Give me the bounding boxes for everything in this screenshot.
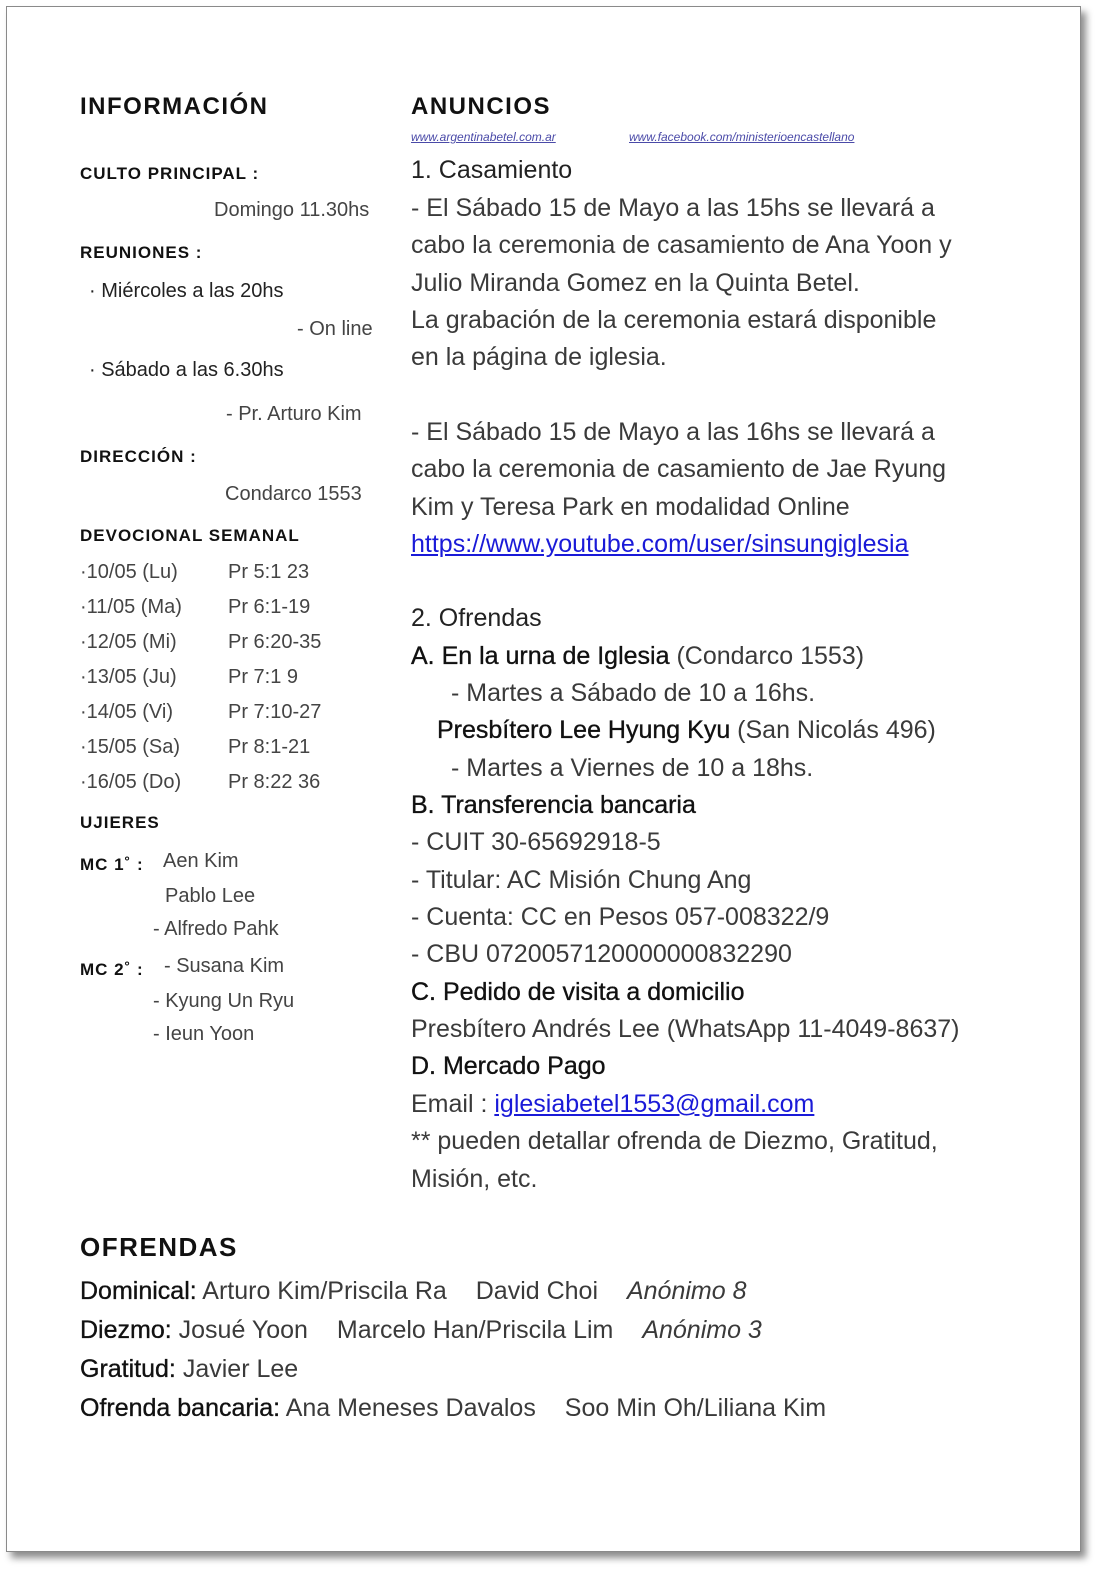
usher-name: Pablo Lee bbox=[165, 885, 256, 907]
reunion-sub: - Pr. Arturo Kim bbox=[226, 403, 362, 425]
email-link[interactable]: iglesiabetel1553@gmail.com bbox=[494, 1090, 815, 1118]
reuniones-label: REUNIONES : bbox=[80, 243, 203, 262]
reunion-sub: - On line bbox=[297, 318, 373, 340]
offering-a-hours: - Martes a Sábado de 10 a 16hs. bbox=[451, 679, 816, 707]
ofrenda-name: David Choi bbox=[475, 1277, 599, 1305]
devocional-day: ·10/05 (Lu) bbox=[80, 561, 178, 583]
ofrenda-row-dominical bbox=[80, 1277, 747, 1306]
note-line: Misión, etc. bbox=[411, 1165, 538, 1193]
youtube-link[interactable]: https://www.youtube.com/user/sinsungiglesia bbox=[411, 530, 909, 558]
devocional-day: ·12/05 (Mi) bbox=[80, 631, 177, 653]
ujieres-label: UJIERES bbox=[80, 813, 160, 832]
visit-contact: Presbítero Andrés Lee (WhatsApp 11-4049-8637) bbox=[411, 1015, 960, 1043]
culto-value: Domingo 11.30hs bbox=[214, 199, 370, 221]
offering-pres bbox=[437, 716, 936, 745]
offering-pres-hours: - Martes a Viernes de 10 a 18hs. bbox=[451, 754, 814, 782]
ofrenda-row-diezmo bbox=[80, 1316, 762, 1345]
bank-line: - Cuenta: CC en Pesos 057-008322/9 bbox=[411, 903, 830, 931]
announcement-line: - El Sábado 15 de Mayo a las 15hs se llevará a bbox=[411, 194, 935, 222]
reunion-item: · Miércoles a las 20hs bbox=[89, 280, 284, 302]
devocional-day: ·14/05 (Vi) bbox=[80, 701, 174, 723]
offering-b-label: B. Transferencia bancaria bbox=[411, 791, 696, 819]
info-title: INFORMACIÓN bbox=[80, 93, 269, 120]
reunion-item: · Sábado a las 6.30hs bbox=[89, 359, 284, 381]
ofrenda-row-bancaria bbox=[80, 1394, 826, 1423]
announcement-line: Julio Miranda Gomez en la Quinta Betel. bbox=[411, 269, 860, 297]
announcement-line: cabo la ceremonia de casamiento de Jae Ryung bbox=[411, 455, 947, 483]
announcement-line: cabo la ceremonia de casamiento de Ana Yoon y bbox=[411, 231, 952, 259]
website-link[interactable]: www.argentinabetel.com.ar bbox=[411, 130, 556, 144]
email-label: Email : bbox=[411, 1090, 495, 1118]
section-title: 2. Ofrendas bbox=[411, 604, 542, 632]
announcement-line: en la página de iglesia. bbox=[411, 343, 667, 371]
ofrenda-label: Diezmo: bbox=[80, 1316, 172, 1344]
devocional-ref: Pr 6:1-19 bbox=[228, 596, 311, 618]
devocional-ref: Pr 5:1 23 bbox=[228, 561, 310, 583]
offering-a-label: A. En la urna de Iglesia bbox=[411, 642, 670, 670]
devocional-day: ·13/05 (Ju) bbox=[80, 666, 177, 688]
bulletin-page bbox=[6, 6, 1081, 1552]
facebook-link[interactable]: www.facebook.com/ministerioencastellano bbox=[629, 130, 855, 144]
section-title: 1. Casamiento bbox=[411, 156, 573, 184]
bank-line: - Titular: AC Misión Chung Ang bbox=[411, 866, 752, 894]
announcement-line: - El Sábado 15 de Mayo a las 16hs se llevará a bbox=[411, 418, 935, 446]
note-line: ** pueden detallar ofrenda de Diezmo, Gratitud, bbox=[411, 1127, 938, 1155]
ofrenda-label: Dominical: bbox=[80, 1277, 197, 1305]
email-line bbox=[411, 1090, 814, 1119]
ofrenda-name: Marcelo Han/Priscila Lim bbox=[336, 1316, 614, 1344]
mc2-label: MC 2˚ : bbox=[80, 960, 144, 979]
offering-a bbox=[411, 642, 864, 671]
devocional-ref: Pr 8:22 36 bbox=[228, 771, 321, 793]
ofrenda-name: Soo Min Oh/Liliana Kim bbox=[564, 1394, 827, 1422]
usher-name: - Susana Kim bbox=[164, 955, 285, 977]
devocional-day: ·11/05 (Ma) bbox=[80, 596, 182, 618]
devocional-ref: Pr 7:1 9 bbox=[228, 666, 299, 688]
offering-pres-label: Presbítero Lee Hyung Kyu bbox=[437, 716, 731, 744]
ofrenda-row-gratitud bbox=[80, 1355, 298, 1384]
offering-d-label: D. Mercado Pago bbox=[411, 1052, 606, 1080]
direccion-value: Condarco 1553 bbox=[225, 483, 362, 505]
ofrenda-label: Gratitud: bbox=[80, 1355, 176, 1383]
culto-label: CULTO PRINCIPAL : bbox=[80, 164, 260, 183]
anuncios-title: ANUNCIOS bbox=[411, 93, 552, 120]
devocional-day: ·16/05 (Do) bbox=[80, 771, 182, 793]
devocional-ref: Pr 7:10-27 bbox=[228, 701, 322, 723]
ofrenda-name: Ana Meneses Davalos bbox=[285, 1394, 536, 1422]
announcement-line: La grabación de la ceremonia estará disponible bbox=[411, 306, 937, 334]
announcement-line: Kim y Teresa Park en modalidad Online bbox=[411, 493, 850, 521]
direccion-label: DIRECCIÓN : bbox=[80, 447, 197, 466]
ofrenda-name: Javier Lee bbox=[182, 1355, 299, 1383]
mc1-label: MC 1˚ : bbox=[80, 855, 144, 874]
ofrenda-name: Anónimo 8 bbox=[626, 1277, 747, 1305]
ofrenda-name: Arturo Kim/Priscila Ra bbox=[202, 1277, 447, 1305]
ofrenda-name: Anónimo 3 bbox=[642, 1316, 762, 1344]
ofrenda-label: Ofrenda bancaria: bbox=[80, 1394, 281, 1422]
ofrendas-title: OFRENDAS bbox=[80, 1232, 238, 1262]
usher-name: - Alfredo Pahk bbox=[153, 918, 279, 940]
usher-name: - Ieun Yoon bbox=[153, 1023, 255, 1045]
offering-a-addr: (Condarco 1553) bbox=[669, 642, 865, 670]
usher-name: Aen Kim bbox=[163, 850, 239, 872]
devocional-ref: Pr 8:1-21 bbox=[228, 736, 311, 758]
usher-name: - Kyung Un Ryu bbox=[153, 990, 295, 1012]
devocional-ref: Pr 6:20-35 bbox=[228, 631, 322, 653]
offering-pres-addr: (San Nicolás 496) bbox=[730, 716, 936, 744]
bank-line: - CUIT 30-65692918-5 bbox=[411, 828, 661, 856]
ofrenda-name: Josué Yoon bbox=[178, 1316, 308, 1344]
devocional-label: DEVOCIONAL SEMANAL bbox=[80, 526, 300, 545]
bank-line: - CBU 0720057120000000832290 bbox=[411, 940, 792, 968]
offering-c-label: C. Pedido de visita a domicilio bbox=[411, 978, 745, 1006]
devocional-day: ·15/05 (Sa) bbox=[80, 736, 181, 758]
